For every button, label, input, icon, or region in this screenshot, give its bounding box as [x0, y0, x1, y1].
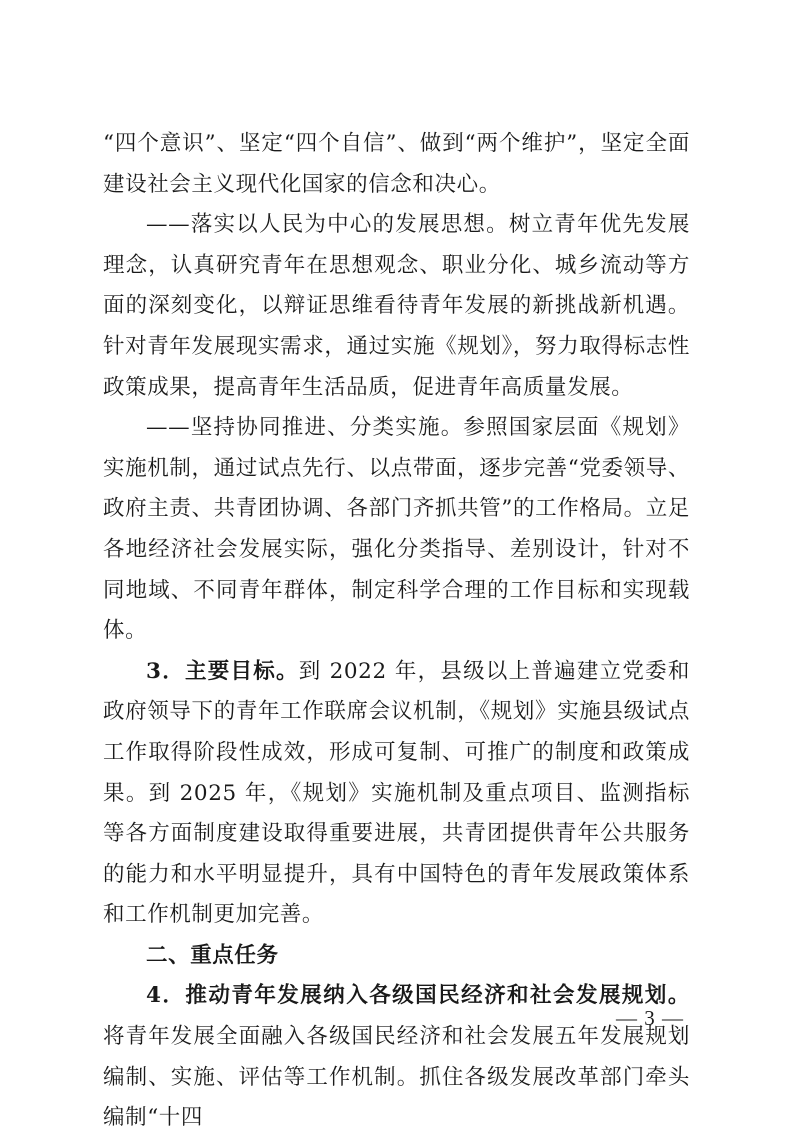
paragraph-main-goals — [103, 652, 690, 936]
page-number: — 3 — — [616, 1006, 684, 1030]
paragraph-people-centered: ——落实以人民为中心的发展思想。树立青年优先发展理念，认真研究青年在思想观念、职业分化、城乡流动等方面的深刻变化，以辩证思维看待青年发展的新挑战新机遇。针对青年发展现实需求，通过实施《规划》，努力取得标志性政策成果，提高青年生活品质，促进青年高质量发展。 — [103, 212, 690, 400]
paragraph-continuation: “四个意识”、坚定“四个自信”、做到“两个维护”，坚定全面建设社会主义现代化国家的信念和决心。 — [103, 131, 690, 197]
paragraph-coordinated-implementation: ——坚持协同推进、分类实施。参照国家层面《规划》实施机制，通过试点先行、以点带面，逐步完善“党委领导、政府主责、共青团协调、各部门齐抓共管”的工作格局。立足各地经济社会发展实际，强化分类指导、差别设计，针对不同地域、不同青年群体，制定科学合理的工作目标和实现载体。 — [103, 415, 690, 644]
paragraph-body: 将青年发展全面融入各级国民经济和社会发展五年发展规划编制、实施、评估等工作机制。抓住各级发展改革部门牵头编制“十四 — [103, 1024, 690, 1131]
paragraph-lead: 3．主要目标。 — [146, 658, 299, 684]
section-heading: 二、重点任务 — [146, 942, 279, 968]
paragraph-planning — [103, 976, 690, 1138]
paragraph-lead: 4．推动青年发展纳入各级国民经济和社会发展规划。 — [146, 983, 690, 1009]
paragraph-body: 到 2022 年，县级以上普遍建立党委和政府领导下的青年工作联席会议机制，《规划》实施县级试点工作取得阶段性成效，形成可复制、可推广的制度和政策成果。到 2025 年，《规划》实施机制及重点项目、监测指标等各方面制度建设取得重要进展，共青团提供青年公共服务的能力和水平明显提升，具有中国特色的青年发展政策体系和工作机制更加完善。 — [103, 658, 690, 928]
body-text — [103, 124, 690, 1139]
